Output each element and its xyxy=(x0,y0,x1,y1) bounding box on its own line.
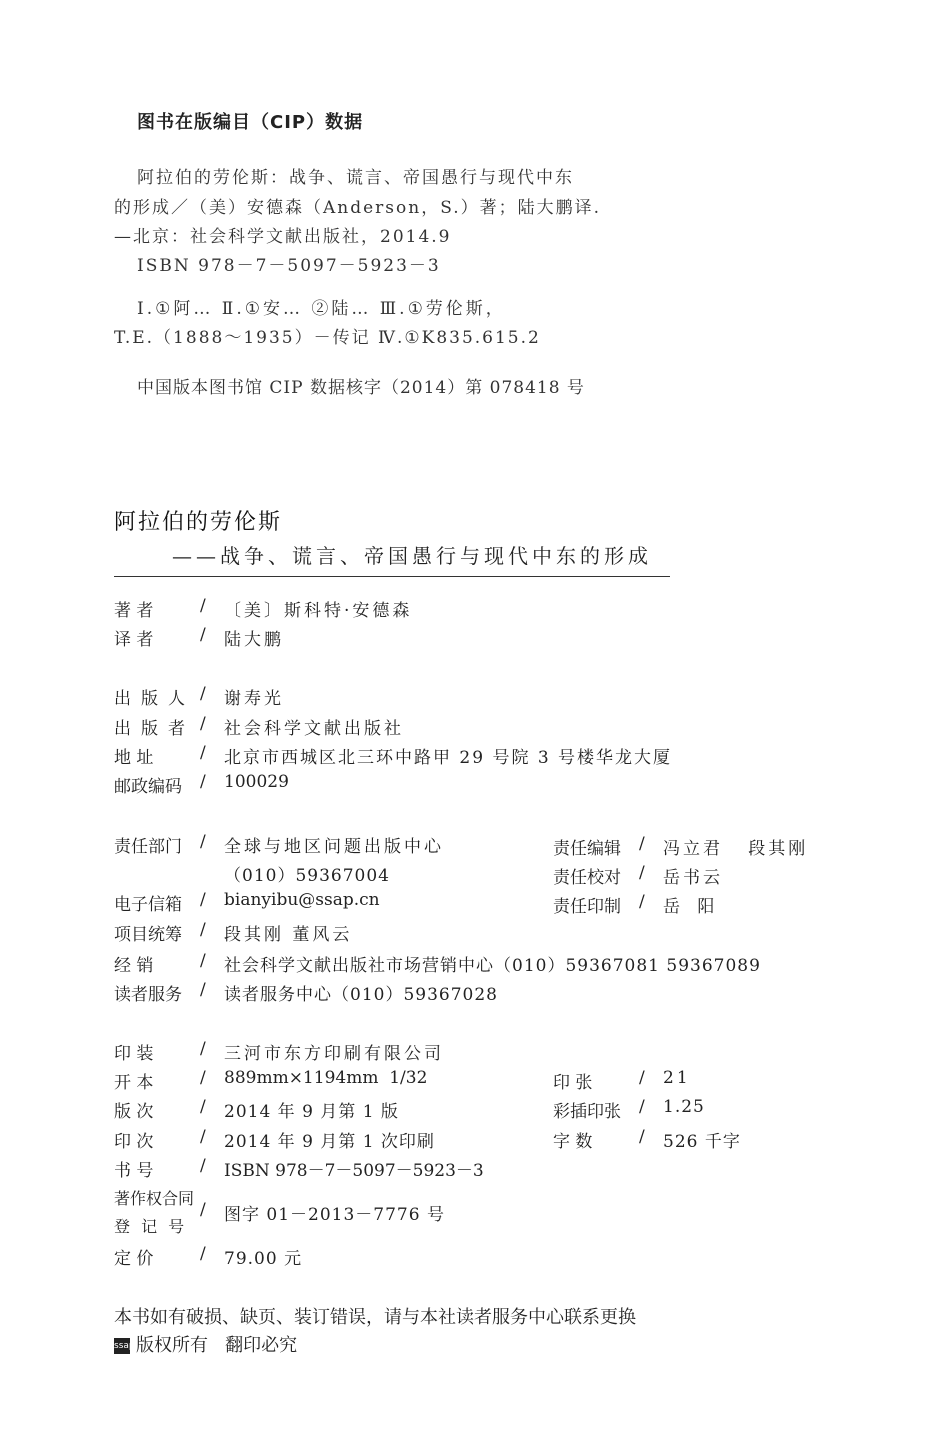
footer-notice: 本书如有破损、缺页、装订错误，请与本社读者服务中心联系更换 xyxy=(114,1307,636,1328)
publisher-logo: ssap xyxy=(114,1338,130,1354)
credit-value: 谢寿光 xyxy=(224,689,284,709)
spec-value: 79.00 元 xyxy=(224,1249,303,1269)
spec-value: 三河市东方印刷有限公司 xyxy=(224,1044,444,1064)
credit-value: 社会科学文献出版社 xyxy=(224,719,404,739)
credit-label: 电子信箱 xyxy=(114,895,182,915)
separator: / xyxy=(200,1156,206,1176)
credit-value: bianyibu@ssap.cn xyxy=(224,890,380,910)
separator: / xyxy=(639,1097,645,1117)
spec-label: 印 张 xyxy=(553,1073,593,1093)
separator: / xyxy=(200,1200,206,1220)
credit-label: 邮政编码 xyxy=(114,777,182,797)
spec-label: 印 装 xyxy=(114,1044,154,1064)
credit-label: 出版人 xyxy=(114,689,195,709)
spec-copyright-label-1 xyxy=(114,1186,194,1209)
credit-value: 陆大鹏 xyxy=(224,630,284,650)
credit-label: 出版者 xyxy=(114,719,195,739)
credit-label: 责任校对 xyxy=(553,868,621,888)
separator: / xyxy=(200,772,206,792)
book-subtitle: ——战争、谎言、帝国愚行与现代中东的形成 xyxy=(172,544,652,568)
separator: / xyxy=(200,1097,206,1117)
separator: / xyxy=(200,1244,206,1264)
credit-value: 100029 xyxy=(224,772,289,792)
credit-label: 经 销 xyxy=(114,956,154,976)
cip-subject-line: T.E.（1888～1935）－传记 Ⅳ.①K835.615.2 xyxy=(114,328,541,348)
separator: / xyxy=(200,920,206,940)
spec-label: 书 号 xyxy=(114,1161,154,1181)
credit-value: 社会科学文献出版社市场营销中心（010）59367081 59367089 xyxy=(224,956,761,976)
spec-value: 526 千字 xyxy=(663,1132,741,1152)
piracy-notice: 翻印必究 xyxy=(225,1335,298,1356)
spec-label: 定 价 xyxy=(114,1249,154,1269)
cip-line: 阿拉伯的劳伦斯：战争、谎言、帝国愚行与现代中东 xyxy=(137,168,574,188)
spec-copyright-label-2 xyxy=(114,1214,187,1237)
spec-value: 21 xyxy=(663,1068,691,1088)
cip-heading: 图书在版编目（CIP）数据 xyxy=(137,112,364,133)
cip-line: ISBN 978－7－5097－5923－3 xyxy=(137,256,441,276)
credit-value: 岳 阳 xyxy=(663,897,721,917)
credit-value: 段其刚 董风云 xyxy=(224,925,353,945)
credit-label: 责任部门 xyxy=(114,837,182,857)
spec-value: 2014 年 9 月第 1 版 xyxy=(224,1102,399,1122)
credit-label: 责任印制 xyxy=(553,897,621,917)
separator: / xyxy=(200,743,206,763)
spec-label: 印 次 xyxy=(114,1132,154,1152)
separator: / xyxy=(200,625,206,645)
cip-line: —北京：社会科学文献出版社，2014.9 xyxy=(114,227,452,247)
separator: / xyxy=(200,1127,206,1147)
separator: / xyxy=(200,951,206,971)
cip-line: 的形成／（美）安德森（Anderson，S.）著；陆大鹏译. xyxy=(114,198,602,218)
credit-value: 〔美〕斯科特·安德森 xyxy=(224,601,413,621)
spec-label: 开 本 xyxy=(114,1073,154,1093)
separator: / xyxy=(200,1039,206,1059)
separator: / xyxy=(639,863,645,883)
separator: / xyxy=(639,892,645,912)
credit-value: （010）59367004 xyxy=(224,866,390,886)
separator: / xyxy=(200,890,206,910)
separator: / xyxy=(200,980,206,1000)
credit-label: 地 址 xyxy=(114,748,154,768)
separator: / xyxy=(200,684,206,704)
credit-value: 冯立君 段其刚 xyxy=(663,839,809,859)
spec-value: 889mm×1194mm 1/32 xyxy=(224,1068,428,1088)
cip-record-number: 中国版本图书馆 CIP 数据核字（2014）第 078418 号 xyxy=(137,378,585,398)
credit-label: 项目统筹 xyxy=(114,925,182,945)
credit-label: 著 者 xyxy=(114,601,154,621)
rights-reserved: 版权所有 xyxy=(136,1335,208,1356)
spec-label: 登 记 号 xyxy=(114,1217,188,1236)
cip-subject-line: Ⅰ.①阿… Ⅱ.①安… ②陆… Ⅲ.①劳伦斯， xyxy=(137,299,506,319)
credit-value: 读者服务中心（010）59367028 xyxy=(224,985,498,1005)
separator: / xyxy=(200,832,206,852)
separator: / xyxy=(639,1127,645,1147)
spec-label: 著作权合同 xyxy=(114,1189,195,1208)
book-title: 阿拉伯的劳伦斯 xyxy=(114,510,283,535)
credit-label: 责任编辑 xyxy=(553,839,621,859)
spec-label: 字 数 xyxy=(553,1132,593,1152)
separator: / xyxy=(200,714,206,734)
separator: / xyxy=(200,596,206,616)
title-rule xyxy=(114,576,670,577)
footer-rights xyxy=(114,1331,297,1357)
spec-label: 版 次 xyxy=(114,1102,154,1122)
credit-value: 北京市西城区北三环中路甲 29 号院 3 号楼华龙大厦 xyxy=(224,748,673,768)
spec-value: 1.25 xyxy=(663,1097,705,1117)
spec-value: ISBN 978－7－5097－5923－3 xyxy=(224,1161,484,1181)
spec-label: 彩插印张 xyxy=(553,1102,621,1122)
credit-value: 全球与地区问题出版中心 xyxy=(224,837,444,857)
credit-value: 岳书云 xyxy=(663,868,723,888)
credit-label: 译 者 xyxy=(114,630,154,650)
credit-label: 读者服务 xyxy=(114,985,182,1005)
separator: / xyxy=(200,1068,206,1088)
separator: / xyxy=(639,1068,645,1088)
spec-value: 图字 01－2013－7776 号 xyxy=(224,1205,445,1225)
separator: / xyxy=(639,834,645,854)
spec-value: 2014 年 9 月第 1 次印刷 xyxy=(224,1132,435,1152)
